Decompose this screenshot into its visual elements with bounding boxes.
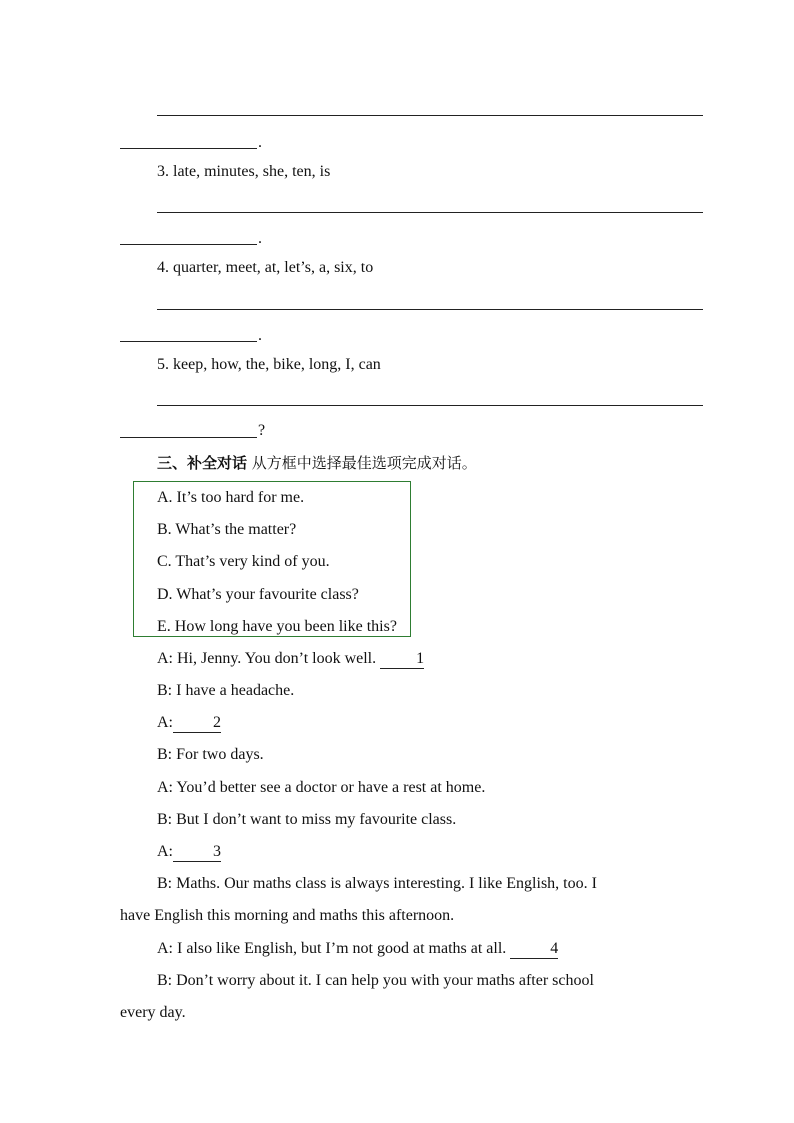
dialogue-text: A:: [157, 843, 173, 860]
answer-blank: 4: [510, 940, 558, 959]
section-heading-bold: 三、补全对话: [157, 454, 248, 472]
dialogue-text: A: I also like English, but I’m not good at maths at all.: [157, 940, 511, 957]
dialogue-line: B: Don’t worry about it. I can help you with your maths after school: [157, 972, 594, 989]
dialogue-line: [157, 939, 558, 959]
answer-line: [120, 437, 257, 438]
dialogue-line: B: But I don’t want to miss my favourite class.: [157, 811, 457, 828]
end-mark: .: [258, 327, 262, 344]
section-heading: [157, 453, 477, 473]
dialogue-line: [157, 713, 221, 733]
dialogue-line: every day.: [120, 1004, 186, 1021]
end-mark: .: [258, 230, 262, 247]
dialogue-line: B: I have a headache.: [157, 682, 295, 699]
end-mark: .: [258, 134, 262, 151]
prompt-words: 5. keep, how, the, bike, long, I, can: [157, 356, 381, 373]
dialogue-text: A:: [157, 714, 173, 731]
answer-line: [120, 341, 257, 342]
answer-line: [157, 115, 703, 116]
dialogue-line: A: You’d better see a doctor or have a rest at home.: [157, 779, 486, 796]
answer-blank: 1: [380, 650, 424, 669]
dialogue-line: B: For two days.: [157, 746, 264, 763]
dialogue-line: [157, 649, 424, 669]
dialogue-line: have English this morning and maths this afternoon.: [120, 907, 455, 924]
answer-line: [120, 244, 257, 245]
dialogue-line: [157, 842, 221, 862]
answer-line: [157, 405, 703, 406]
answer-line: [157, 212, 703, 213]
dialogue-text: A: Hi, Jenny. You don’t look well.: [157, 650, 381, 667]
section-heading-instruction: 从方框中选择最佳选项完成对话。: [247, 454, 477, 472]
dialogue-line: B: Maths. Our maths class is always interesting. I like English, too. I: [157, 875, 597, 892]
option-a: A. It’s too hard for me.: [157, 489, 305, 506]
answer-line: [120, 148, 257, 149]
answer-blank: 2: [173, 714, 221, 733]
option-d: D. What’s your favourite class?: [157, 586, 359, 603]
answer-line: [157, 309, 703, 310]
end-mark: ?: [258, 422, 266, 439]
prompt-words: 4. quarter, meet, at, let’s, a, six, to: [157, 259, 374, 276]
answer-blank: 3: [173, 843, 221, 862]
prompt-words: 3. late, minutes, she, ten, is: [157, 163, 331, 180]
option-b: B. What’s the matter?: [157, 521, 297, 538]
option-c: C. That’s very kind of you.: [157, 553, 330, 570]
option-e: E. How long have you been like this?: [157, 618, 397, 635]
